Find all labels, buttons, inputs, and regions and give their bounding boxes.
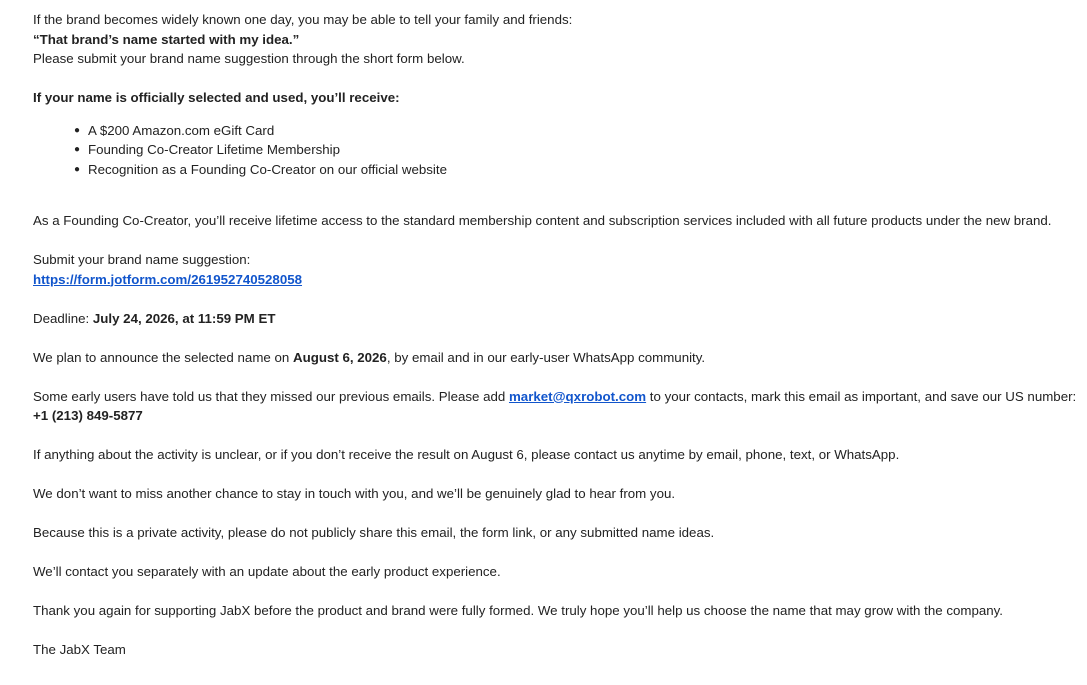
reward-text: A $200 Amazon.com eGift Card bbox=[88, 122, 275, 138]
submit-label: Submit your brand name suggestion: bbox=[33, 252, 251, 267]
bullet-icon: ● bbox=[74, 163, 81, 175]
form-link[interactable]: https://form.jotform.com/261952740528058 bbox=[33, 271, 303, 287]
announce-suffix: , by email and in our early-user WhatsApp community. bbox=[386, 349, 706, 365]
bullet-icon: ● bbox=[74, 144, 81, 155]
deadline-line bbox=[33, 309, 1073, 329]
phone-number: +1 (213) 849-5877 bbox=[33, 408, 143, 423]
membership-note: As a Founding Co-Creator, you’ll receive lifetime access to the standard membership content and subscription services included with all future products under the new brand. bbox=[33, 213, 1052, 228]
reward-text: Recognition as a Founding Co-Creator on our official website bbox=[88, 161, 447, 177]
list-item bbox=[74, 160, 1073, 180]
thanks-note: Thank you again for supporting JabX before the product and brand were fully formed. We truly hope you’ll help us choose the name that may grow with the company. bbox=[33, 603, 1003, 618]
stay-in-touch-note: We don’t want to miss another chance to stay in touch with you, and we’ll be genuinely glad to hear from you. bbox=[33, 486, 676, 501]
list-item bbox=[74, 121, 1073, 141]
intro-quote: “That brand’s name started with my idea.” bbox=[33, 31, 300, 47]
private-note: Because this is a private activity, please do not publicly share this email, the form link, or any submitted name ideas. bbox=[33, 525, 715, 540]
contacts-line bbox=[33, 387, 1077, 407]
contacts-prefix: Some early users have told us that they missed our previous emails. Please add bbox=[33, 388, 509, 404]
rewards-heading: If your name is officially selected and used, you’ll receive: bbox=[33, 90, 400, 105]
bullet-icon: ● bbox=[74, 124, 81, 136]
announce-line bbox=[33, 348, 1073, 368]
announce-date: August 6, 2026 bbox=[292, 349, 387, 365]
intro-line: If the brand becomes widely known one day, you may be able to tell your family and friends: bbox=[33, 12, 573, 27]
contact-email-link[interactable]: market@qxrobot.com bbox=[508, 388, 647, 404]
intro-instruction: Please submit your brand name suggestion through the short form below. bbox=[33, 51, 465, 66]
signature: The JabX Team bbox=[33, 642, 126, 657]
deadline-label: Deadline: bbox=[33, 310, 93, 326]
contacts-suffix: to your contacts, mark this email as important, and save our US number: bbox=[646, 388, 1077, 404]
update-note: We’ll contact you separately with an update about the early product experience. bbox=[33, 564, 501, 579]
unclear-note: If anything about the activity is unclear, or if you don’t receive the result on August 6, please contact us anytime by email, phone, text, or WhatsApp. bbox=[33, 447, 900, 462]
rewards-list bbox=[33, 121, 1073, 180]
email-body bbox=[33, 10, 1077, 660]
list-item bbox=[74, 140, 1073, 160]
deadline-value: July 24, 2026, at 11:59 PM ET bbox=[92, 310, 276, 326]
announce-prefix: We plan to announce the selected name on bbox=[33, 349, 293, 365]
reward-text: Founding Co-Creator Lifetime Membership bbox=[88, 142, 341, 157]
